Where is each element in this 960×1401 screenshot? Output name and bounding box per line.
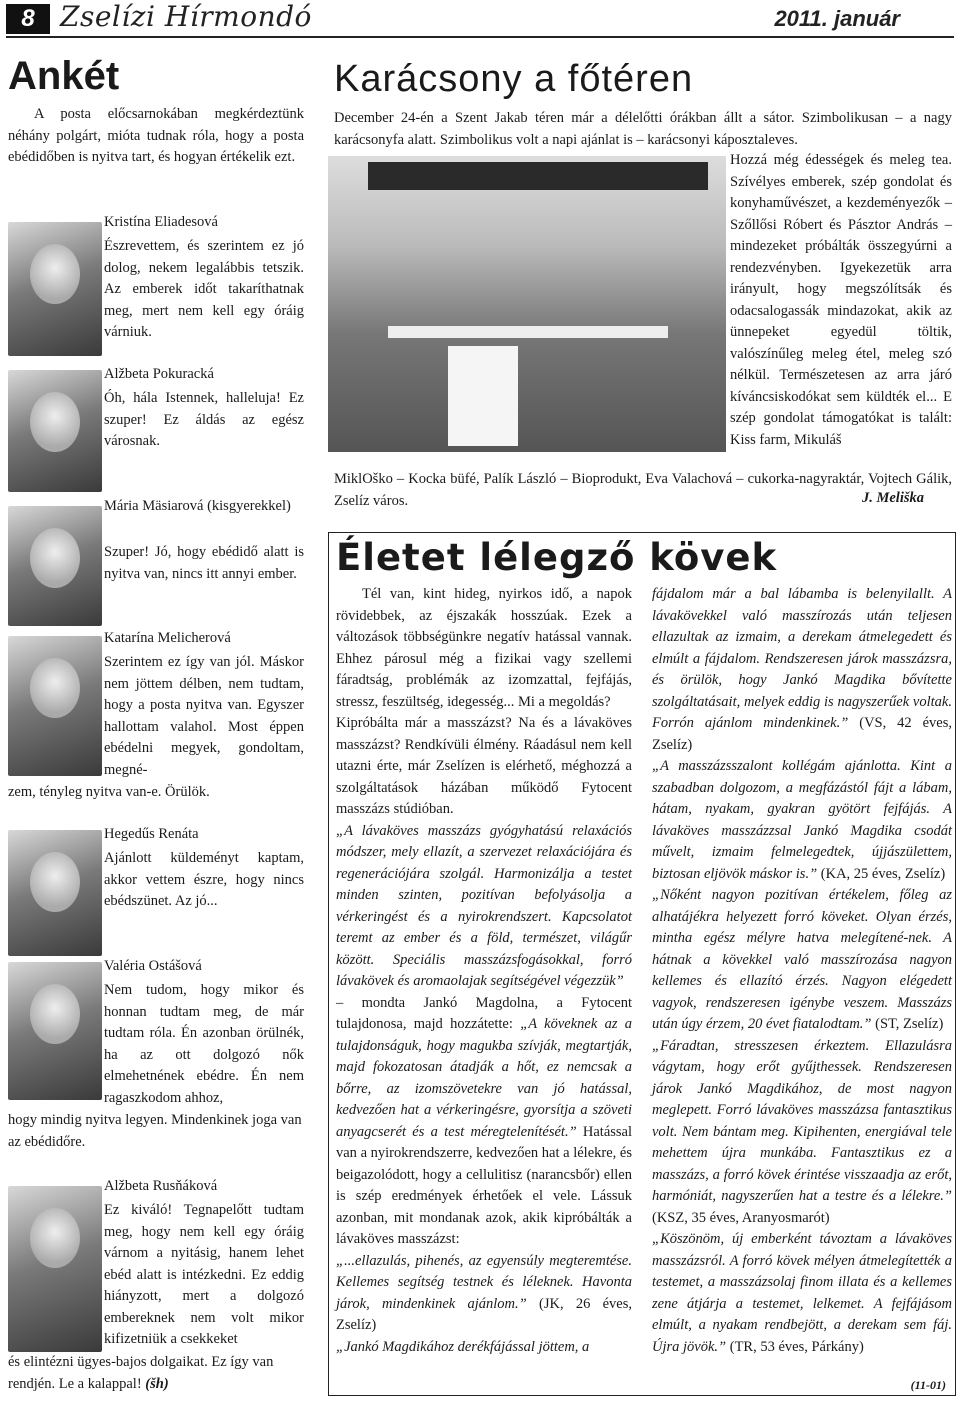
paragraph: Tél van, kint hideg, nyirkos idő, a napok rövidebbek, az éjszakák hosszúak. Ezek a változások többségünkre negatív hatással vannak. Ehhez párosul még a fizikai vagy szellemi fáradtság, problémák az izomzattal, fejfájás, stressz, feszültség, idegesség... Mi a megoldás? <box>336 586 632 710</box>
anket-intro: A posta előcsarnokában megkérdeztünk néhány polgárt, mióta tudnak róla, hogy a posta ebédidőben is nyitva tart, és hogyan értékelik ezt. <box>8 106 304 165</box>
eletet-signature: (11-01) <box>910 1378 946 1392</box>
christmas-stand-photo <box>328 156 726 452</box>
interviewee-answer: Szuper! Jó, hogy ebédidő alatt is nyitva van, nincs itt annyi ember. <box>104 544 304 582</box>
testimonial: „Nőként nagyon pozitívan értékelem, főleg az alhatájékra helyezett forró köveket. Olyan érzés, mintha egész mélyre hatva melegítené-nek. A hátnak a kövekkel való masszírozása nagyon kellemes és ellazító érzés. Nagyon elégedett vagyok, rendszeresen igénybe veszem. Masszázs után úgy érzem, 20 évet fiatalodtam.” (ST, Zselíz) <box>652 887 952 1032</box>
karacsony-signature: J. Meliška <box>861 490 924 506</box>
masthead: Zselízi Hírmondó <box>60 0 312 33</box>
interviewee-name: Kristína Eliadesová <box>104 214 218 230</box>
testimonial: fájdalom már a bal lábamba is belenyilallt. A lávakövekkel való masszírozás után teljesen ellazultak az izmaim, a derekam átmelegedett és elmúlt a fájdalom. Rendszeresen járok masszázsra, és örülök, hogy Jankó Magdika bővítette szolgáltatásait, melyek eddig is nagyszerűek voltak. Forrón ajánlom mindenkinek.” (VS, 42 éves, Zselíz) <box>652 586 953 753</box>
testimonial: „Köszönöm, új emberként távoztam a lávaköves masszázsról. A forró kövek mélyen átmelegítették a testemet, a masszázsolaj finom illata és a kellemes zene átjárja a testemet, lelkemet. A fejfájásom elmúlt, a nyakam rendbejött, a derekam sem fáj. Újra jövök.” (TR, 53 éves, Párkány) <box>652 1231 952 1355</box>
interviewee-name: Alžbeta Pokuracká <box>104 366 214 382</box>
eletet-column-1 <box>336 584 632 1358</box>
interviewee-answer-continued: és elintézni ügyes-bajos dolgaikat. Ez így van rendjén. Le a kalappal! (šh) <box>8 1354 274 1392</box>
portrait-photo <box>8 506 102 626</box>
paragraph: – mondta Jankó Magdolna, a Fytocent tulajdonosa, majd hozzátette: „A köveknek az a tulajdonságuk, hogy magukba szívják, megtartják, majd fokozatosan átadják a hőt, ez nemcsak a bőrre, az izomszövetekre van jó hatással, kedvezően hat a vérkeringésre, gyorsítja a szöveti anyagcserét és a test méregtelenítését.” Hatással van a nyirokrendszerre, kedvezően hat a lélekre, és beigazolódott, hogy a cellulitisz (narancsbőr) ellen is szép eredmények érhetőek el vele. Lássuk azonban, mit mondanak azok, akik kipróbálták a lávaköves masszázst: <box>336 994 633 1247</box>
interviewee-name: Alžbeta Rusňáková <box>104 1178 218 1194</box>
interviewee-answer: Ajánlott küldeményt kaptam, akkor vettem észre, hogy nincs ebédszünet. Az jó... <box>104 850 304 909</box>
karacsony-title: Karácsony a főtéren <box>334 58 694 100</box>
anket-title: Ankét <box>8 54 120 98</box>
testimonial: „A masszázsszalont kollégám ajánlotta. Kint a szabadban dolgozom, a megfázástól fájt a lábam, hátam, nyakam, gyakran gyötört fejfájás. A lávaköves masszázzsal Jankó Magdika csodát művelt, izmaim felmelegedtek, újjászülettem, biztosan eljövök máskor is.” (KA, 25 éves, Zselíz) <box>652 758 952 882</box>
interviewee-name: Hegedűs Renáta <box>104 826 199 842</box>
interviewee-name: Valéria Ostášová <box>104 958 202 974</box>
interviewee-answer: Ez kiváló! Tegnapelőtt tudtam meg, hogy nem kell egy óráig várnom a nyitásig, hanem lehet ebéd alatt is intézkedni. Ez eddig hiányzott, mert a dolgozó embereknek nem volt mikor kifizetniük a csekkeket <box>104 1202 304 1347</box>
quote: „A lávaköves masszázs gyógyhatású relaxációs módszer, mely ellazít, a szervezet relaxációjára és regenerációjára szolgál. Harmonizálja a testet minden szinten, pozitívan befolyásolja a vérkeringést és a nyirokrendszert. Kapcsolatot teremt az ember és a föld, természet, világűr között. Speciális masszázsfogásokkal, forró lávakövek és aromaolajak segítségével végezzük” <box>336 822 632 989</box>
interviewee-name: Mária Mäsiarová (kisgyerekkel) <box>104 498 291 514</box>
interviewee-answer-continued: zem, tényleg nyitva van-e. Örülök. <box>8 784 210 800</box>
header-rule <box>6 36 954 38</box>
portrait-photo <box>8 636 102 776</box>
portrait-photo <box>8 1186 102 1352</box>
portrait-photo <box>8 962 102 1100</box>
karacsony-tail-text: MiklOško – Kocka büfé, Palík László – Bioprodukt, Eva Valachová – cukorka-nagyraktár, Vojtech Gálik, Zselíz város. <box>334 471 952 509</box>
paragraph: Kipróbálta már a masszázst? Na és a lávaköves masszázst? Rendkívüli élmény. Ráadásul nem kell utazni érte, már Zselízen is elérhető, méghozzá a szolgáltatások házában működő Fytocent masszázs stúdióban. <box>336 715 632 817</box>
anket-signature: (šh) <box>145 1375 169 1392</box>
testimonial: „Fáradtan, stresszesen érkeztem. Ellazulásra vágytam, hogy erőt gyűjthessek. Rendszeresen járok Jankó Magdikához, de most nagyon meglepett. Forró lávaköves masszázsa fantasztikus volt. Nem bántam meg. Kipihenten, energiával tele mehettem újra munkába. Fantasztikus ez a masszázs, a forró kövek érintése visszaadja az erőt, harmóniát, nagyszerűen hat a testre és a lélekre.” (KSZ, 35 éves, Aranyosmarót) <box>652 1037 952 1226</box>
portrait-photo <box>8 370 102 492</box>
karacsony-side-text: Hozzá még édességek és meleg tea. Szívélyes emberek, szép gondolat és konyhaművészet, a kezdeményezők – Szőllősi Róbert és Pásztor András – mindezeket próbálták összegyúrni a rendezvényben. Igyekezetük arra irányult, hogy megszólítsák és odacsalogassák mindazokat, akik az ünnepeket egyedül töltik, valószínűleg meleg étel, meleg szó nélkül. Természetesen az arra járó kíváncsiskodókat sem küldték el... E szép gondolat támogatókat is talált: Kiss farm, Mikuláš <box>730 152 952 448</box>
testimonial: „...ellazulás, pihenés, az egyensúly megteremtése. Kellemes segítség testnek és léleknek. Havonta járok, mindenkinek ajánlom.” (JK, 26 éves, Zselíz) <box>336 1252 633 1333</box>
page-number: 8 <box>6 4 50 34</box>
testimonial: „Jankó Magdikához derékfájással jöttem, a <box>336 1338 590 1355</box>
interviewee-answer: Nem tudom, hogy mikor és honnan tudtam meg, de már tudtam róla. Én azonban örülnék, ha az ott dolgozó nők elmehetnének ebédre. Én nem ragaszkodom ahhoz, <box>104 982 304 1106</box>
interviewee-answer: Óh, hála Istennek, halleluja! Ez szuper! Ez áldás az egész városnak. <box>104 390 304 449</box>
eletet-title: Életet lélegző kövek <box>336 536 778 579</box>
karacsony-lead: December 24-én a Szent Jakab téren már a délelőtti órákban állt a sátor. Szimbolikusan – a nagy karácsonyfa alatt. Szimbolikus volt a napi ajánlat is – karácsonyi káposztaleves. <box>334 110 952 148</box>
interviewee-answer: Szerintem ez így van jól. Máskor nem jöttem délben, nem tudtam, hogy a posta nyitva van. Egyszer hallottam valahol. Most éppen ebédelni megyek, gondoltam, megné- <box>104 654 304 778</box>
eletet-column-2 <box>652 584 952 1358</box>
interviewee-answer-continued: hogy mindig nyitva legyen. Mindenkinek joga van az ebédidőre. <box>8 1112 302 1150</box>
portrait-photo <box>8 222 102 356</box>
interviewee-answer: Észrevettem, és szerintem ez jó dolog, nekem legalábbis tetszik. Az emberek időt takaríthatnak meg, mert nem kell egy óráig várniuk. <box>104 238 304 340</box>
issue-date: 2011. január <box>774 6 900 31</box>
interviewee-name: Katarína Melicherová <box>104 630 231 646</box>
portrait-photo <box>8 830 102 956</box>
